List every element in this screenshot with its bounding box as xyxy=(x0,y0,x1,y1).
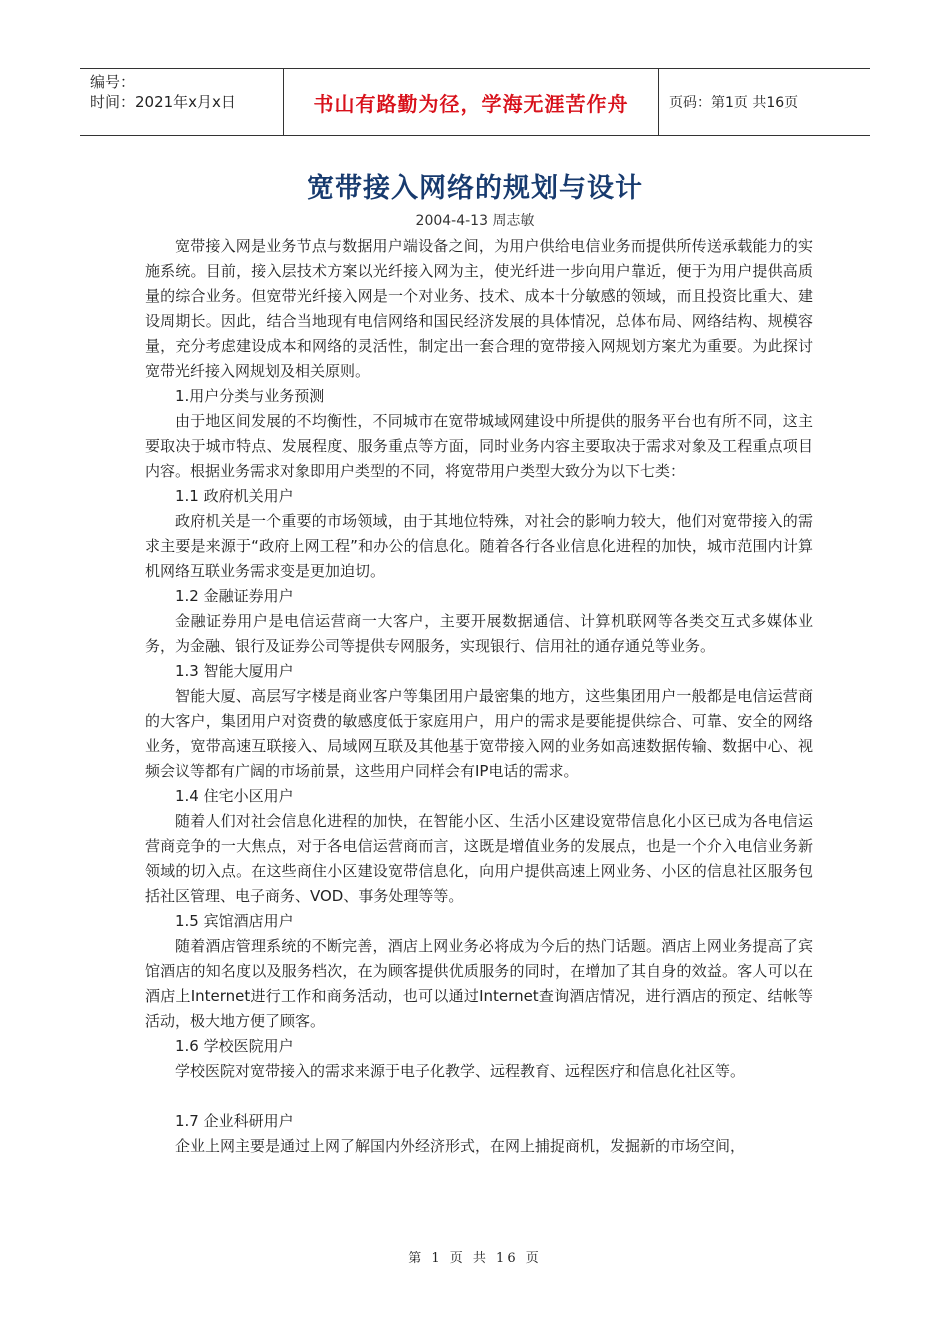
section-heading: 1.1 政府机关用户 xyxy=(175,487,294,505)
page-footer: 第 1 页 共 16 页 xyxy=(408,1251,542,1266)
number-label: 编号： xyxy=(90,73,136,91)
section-paragraph: 学校医院对宽带接入的需求来源于电子化教学、远程教育、远程医疗和信息化社区等。 xyxy=(175,1062,746,1080)
time-label: 时间：2021年x月x日 xyxy=(90,93,236,111)
header-info-cell xyxy=(80,69,283,135)
motto: 书山有路勤为径，学海无涯苦作舟 xyxy=(283,69,659,135)
section-heading: 1.2 金融证券用户 xyxy=(175,587,294,605)
section-paragraph: 智能大厦、高层写字楼是商业客户等集团用户最密集的地方，这些集团用户一般都是电信运营商的大客户，集团用户对资费的敏感度低于家庭用户，用户的需求是要能提供综合、可靠、安全的网络业务，宽带高速互联接入、局域网互联及其他基于宽带接入网的业务如高速数据传输、数据中心、视频会议等都有广阔的市场前景，这些用户同样会有IP电话的需求。 xyxy=(145,687,813,780)
section-paragraph: 政府机关是一个重要的市场领域，由于其地位特殊，对社会的影响力较大，他们对宽带接入的需求主要是来源于“政府上网工程”和办公的信息化。随着各行各业信息化进程的加快，城市范围内计算机网络互联业务需求变是更加迫切。 xyxy=(145,512,813,580)
section-heading: 1.6 学校医院用户 xyxy=(175,1037,294,1055)
document-meta: 2004-4-13 周志敏 xyxy=(415,213,535,229)
section-heading: 1.用户分类与业务预测 xyxy=(175,387,325,405)
section-heading: 1.5 宾馆酒店用户 xyxy=(175,912,294,930)
section-paragraph: 金融证券用户是电信运营商一大客户，主要开展数据通信、计算机联网等各类交互式多媒体业务，为金融、银行及证券公司等提供专网服务，实现银行、信用社的通存通兑等业务。 xyxy=(145,612,813,655)
section-paragraph: 随着酒店管理系统的不断完善，酒店上网业务必将成为今后的热门话题。酒店上网业务提高了宾馆酒店的知名度以及服务档次，在为顾客提供优质服务的同时，在增加了其自身的效益。客人可以在酒店上Internet进行工作和商务活动，也可以通过Internet查询酒店情况，进行酒店的预定、结帐等活动，极大地方便了顾客。 xyxy=(145,937,813,1030)
page-info: 页码：第1页 共16页 xyxy=(669,95,799,111)
section-paragraph: 随着人们对社会信息化进程的加快，在智能小区、生活小区建设宽带信息化小区已成为各电信运营商竞争的一大焦点，对于各电信运营商而言，这既是增值业务的发展点，也是一个介入电信业务新领域的切入点。在这些商住小区建设宽带信息化，向用户提供高速上网业务、小区的信息社区服务包括社区管理、电子商务、VOD、事务处理等等。 xyxy=(145,812,813,905)
section-heading: 1.4 住宅小区用户 xyxy=(175,787,294,805)
page-header xyxy=(80,68,870,136)
document-body xyxy=(145,234,813,1159)
section-heading: 1.3 智能大厦用户 xyxy=(175,662,294,680)
section-paragraph: 由于地区间发展的不均衡性，不同城市在宽带城域网建设中所提供的服务平台也有所不同，这主要取决于城市特点、发展程度、服务重点等方面，同时业务内容主要取决于需求对象及工程重点项目内容。根据业务需求对象即用户类型的不同，将宽带用户类型大致分为以下七类： xyxy=(145,412,813,480)
paragraph-spacer xyxy=(145,1084,813,1109)
section-paragraph: 企业上网主要是通过上网了解国内外经济形式，在网上捕捉商机，发掘新的市场空间， xyxy=(175,1137,746,1155)
document-title: 宽带接入网络的规划与设计 xyxy=(307,173,643,204)
section-heading: 1.7 企业科研用户 xyxy=(175,1112,294,1130)
intro-paragraph: 宽带接入网是业务节点与数据用户端设备之间，为用户供给电信业务而提供所传送承载能力的实施系统。目前，接入层技术方案以光纤接入网为主，使光纤进一步向用户靠近，便于为用户提供高质量的综合业务。但宽带光纤接入网是一个对业务、技术、成本十分敏感的领域，而且投资比重大、建设周期长。因此，结合当地现有电信网络和国民经济发展的具体情况，总体布局、网络结构、规模容量，充分考虑建设成本和网络的灵活性，制定出一套合理的宽带接入网规划方案尤为重要。为此探讨宽带光纤接入网规划及相关原则。 xyxy=(145,237,813,380)
